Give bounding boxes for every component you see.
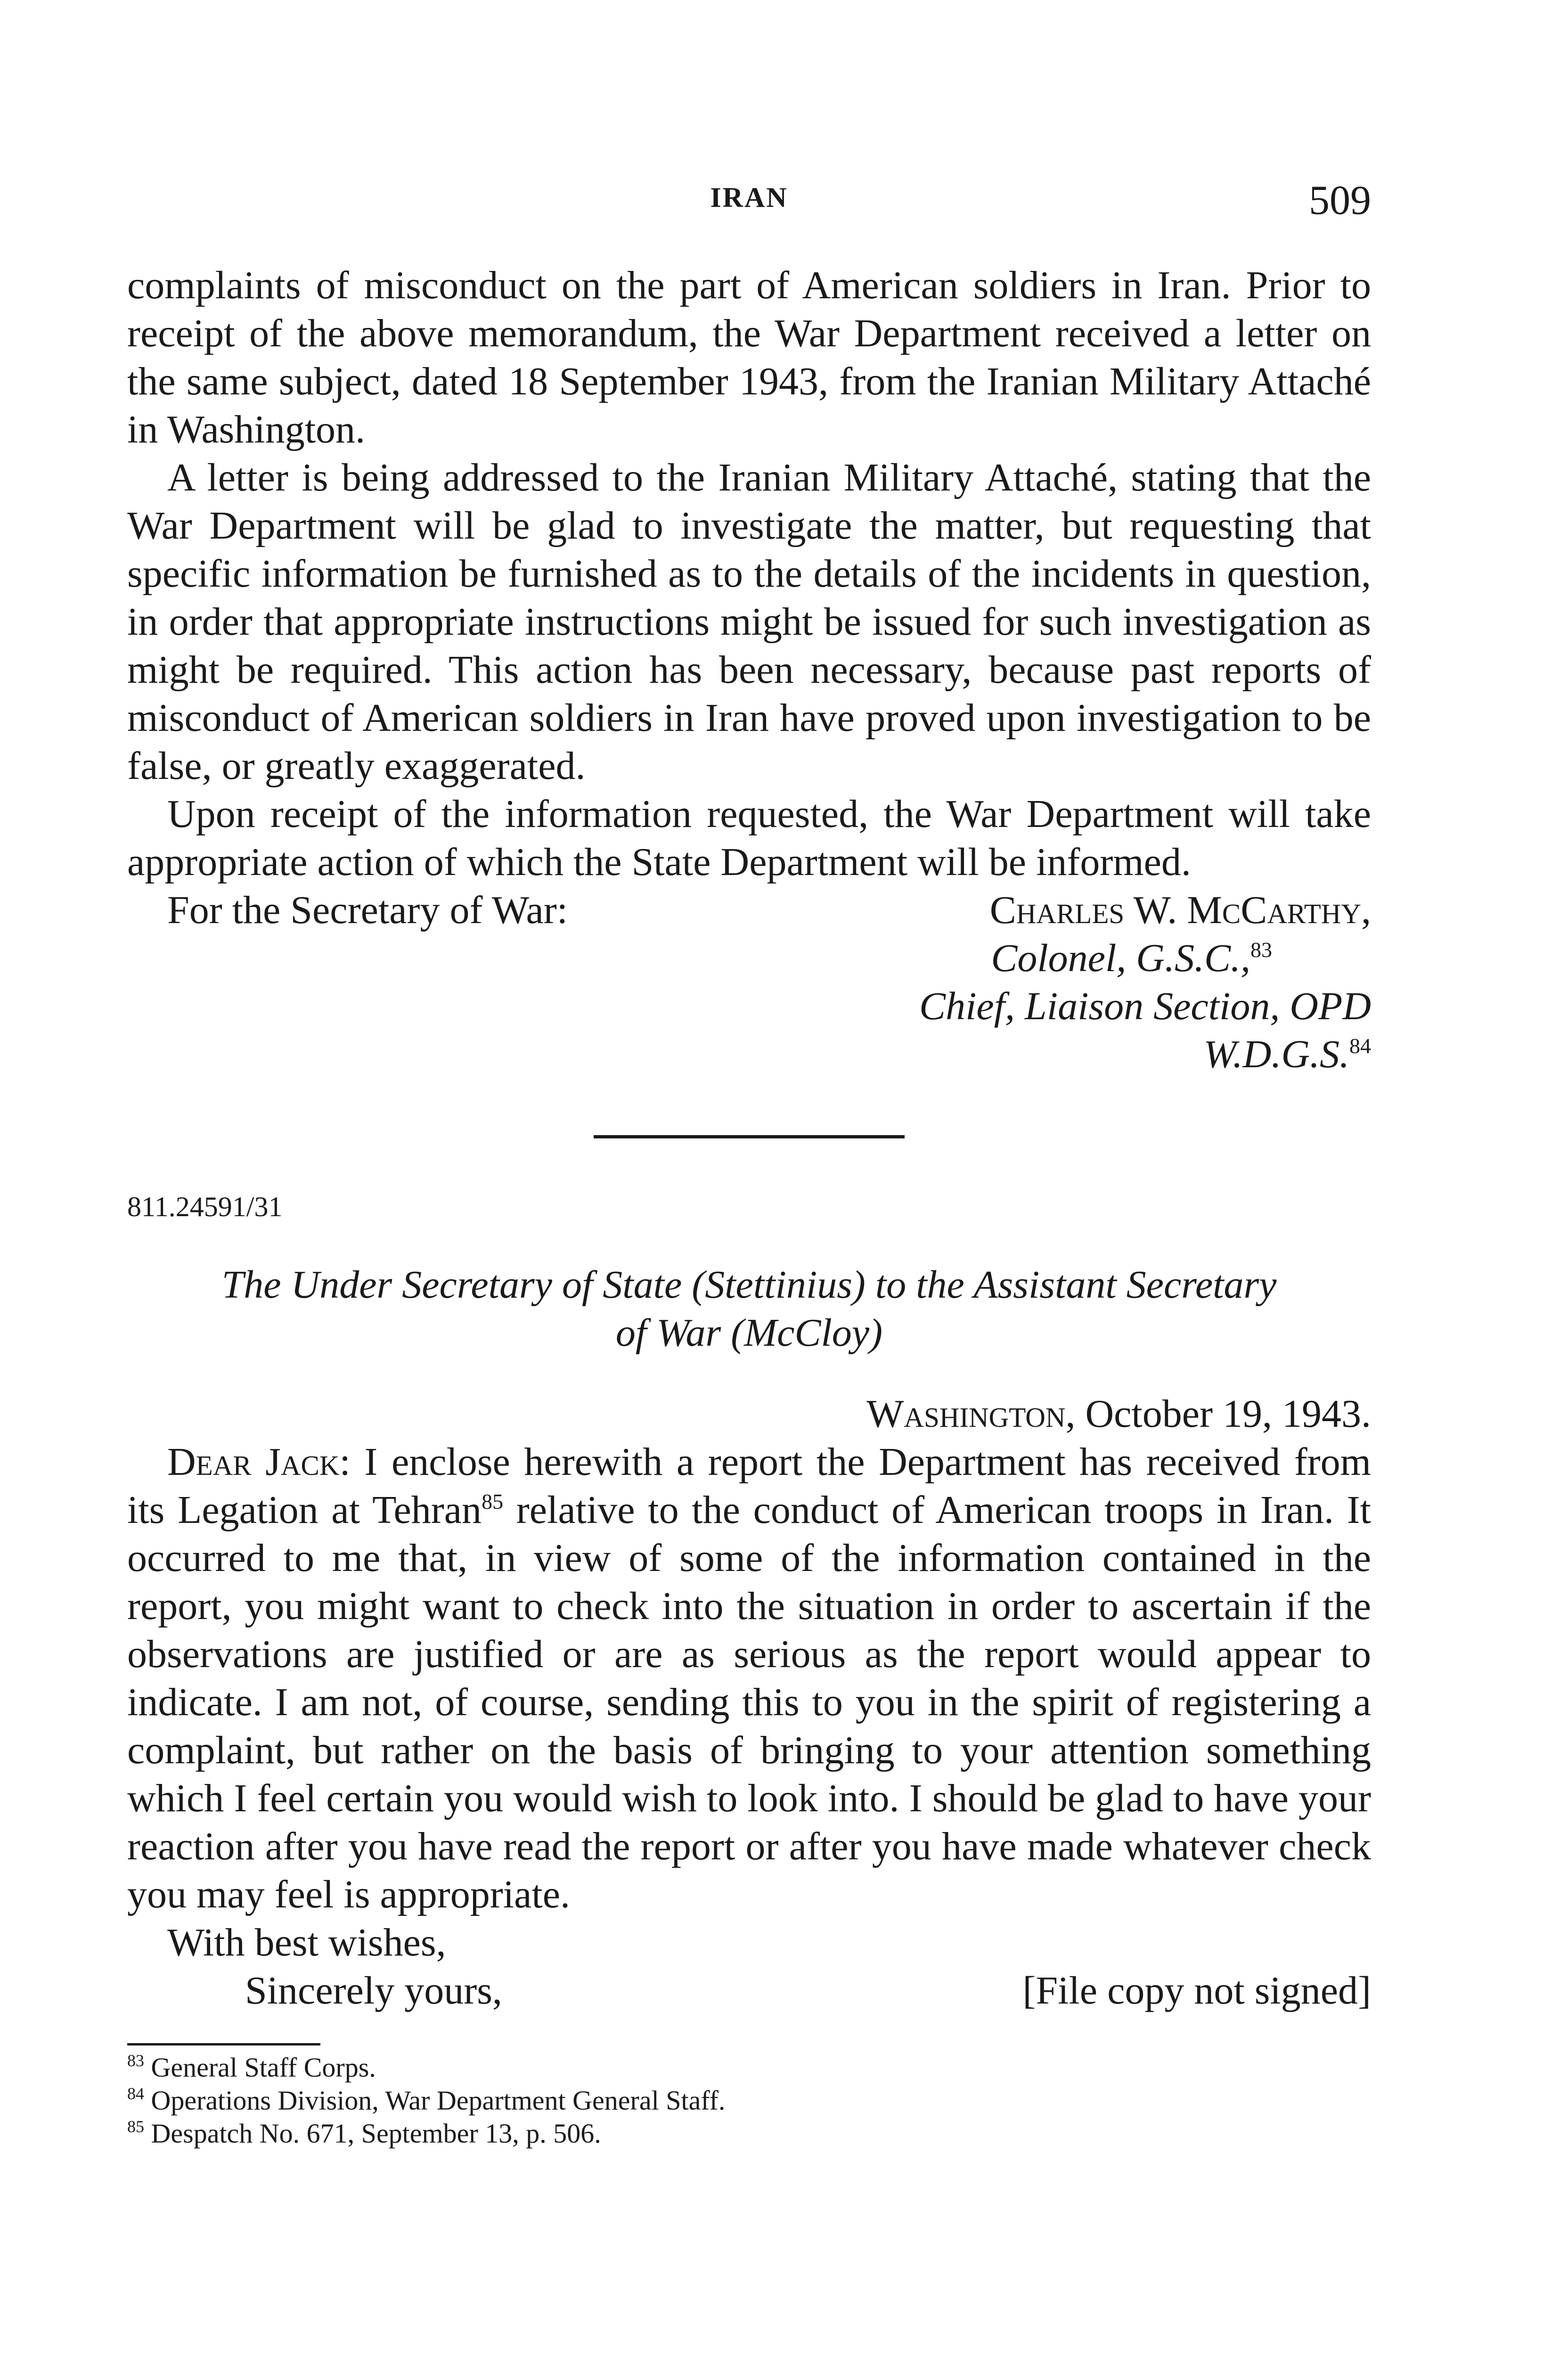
document-heading — [127, 1261, 1371, 1357]
closing: Sincerely yours, — [245, 1969, 502, 2012]
header-title: IRAN — [710, 182, 788, 213]
footnote-84 — [127, 2084, 1371, 2117]
paragraph-continuation: complaints of misconduct on the part of American soldiers in Iran. Prior to receipt of the above memorandum, the War Department received a letter on the same subject, dated 18 September 1943, from the Iranian Military Attaché in Washington. — [127, 263, 1371, 451]
footnote-text: Despatch No. 671, September 13, p. 506. — [151, 2118, 601, 2149]
signatory-rank: Colonel, G.S.C., — [991, 936, 1250, 980]
footnote-text: Operations Division, War Department General Staff. — [151, 2085, 726, 2116]
salutation: Dear Jack: — [167, 1440, 351, 1484]
footnote-num: 84 — [127, 2084, 144, 2103]
signature-name — [754, 886, 1371, 934]
footnotes — [127, 2051, 1371, 2150]
letter-body — [127, 1438, 1371, 1919]
signature-rank — [754, 934, 1371, 982]
paragraph-upon-receipt: Upon receipt of the information requested, the War Department will take appropriate action of which the State Department will be informed. — [127, 792, 1371, 884]
footnote-ref-85: 85 — [482, 1489, 504, 1513]
date-place: Washington, — [866, 1392, 1076, 1436]
footnote-85 — [127, 2117, 1371, 2150]
footnote-ref-83: 83 — [1250, 938, 1272, 962]
signatory-name: Charles W. McCarthy, — [989, 888, 1371, 932]
signature-position — [754, 982, 1371, 1079]
section-divider — [594, 1135, 905, 1138]
closing-row — [127, 1967, 1371, 2015]
footnote-83 — [127, 2051, 1371, 2084]
date-value: October 19, 1943. — [1075, 1392, 1371, 1436]
signatory-position: Chief, Liaison Section, OPD W.D.G.S. — [919, 984, 1371, 1076]
heading-line-1: The Under Secretary of State (Stettinius) to the Assistant Secretary — [221, 1263, 1277, 1307]
footnote-rule — [127, 2043, 320, 2045]
page-body — [127, 262, 1371, 2150]
signature-for-line: For the Secretary of War: — [167, 888, 568, 932]
file-number: 811.24591/31 — [127, 1191, 283, 1222]
file-copy-note: [File copy not signed] — [1022, 1969, 1371, 2012]
footnote-ref-84: 84 — [1349, 1034, 1371, 1058]
dateline — [127, 1390, 1371, 1438]
footnote-num: 83 — [127, 2051, 144, 2070]
paragraph-letter-addressed: A letter is being addressed to the Iranian Military Attaché, stating that the War Department will be glad to investigate the matter, but requesting that specific information be furnished as to the details of the incidents in question, in order that appropriate instructions might be issued for such investigation as might be required. This action has been necessary, because past reports of misconduct of American soldiers in Iran have proved upon investigation to be false, or greatly exaggerated. — [127, 456, 1371, 788]
letter-body-part2: relative to the conduct of American troops in Iran. It occurred to me that, in view of some of the information contained in the report, you might want to check into the situation in order to ascertain if the observations are justified or are as serious as the report would appear to indicate. I am not, of course, sending this to you in the spirit of registering a complaint, but rather on the basis of bringing to your attention something which I feel certain you would wish to look into. I should be glad to have your reaction after you have read the report or after you have made whatever check you may feel is appropriate. — [127, 1488, 1371, 1916]
letter-body-part1: I enclose herewith a report the Department has received from its Legation at Tehran — [127, 1440, 1371, 1532]
footnote-num: 85 — [127, 2117, 144, 2136]
page-number: 509 — [1309, 178, 1371, 223]
heading-line-2: of War (McCloy) — [615, 1311, 883, 1355]
signature-block — [127, 886, 1371, 1079]
footnote-text: General Staff Corps. — [151, 2052, 376, 2083]
best-wishes: With best wishes, — [167, 1921, 446, 1964]
running-header — [127, 177, 1371, 229]
